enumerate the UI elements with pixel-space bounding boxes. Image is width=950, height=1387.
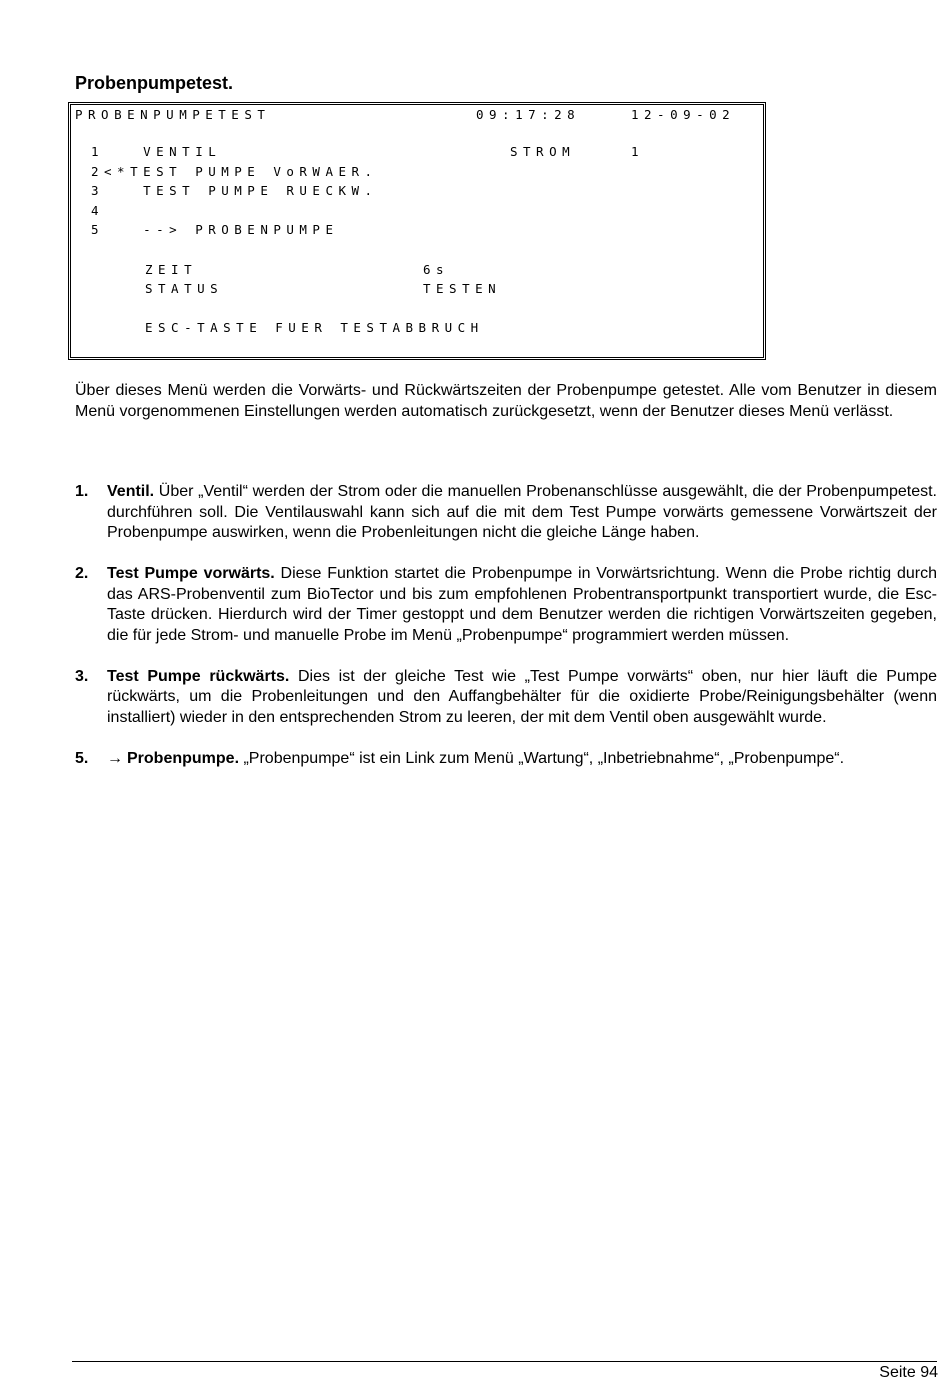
item-title: Probenpumpe. [127,749,240,767]
item-text: Über „Ventil“ werden der Strom oder die manuellen Probenanschlüsse ausgewählt, die der Probenpumpetest. durchführen soll. Die Ventilauswahl kann sich auf die mit dem Test Pumpe vorwärts gemessene Vorwärtszeit der Probenpumpe auswirken, wenn die Probenleitungen nicht die gleiche Länge haben. [107,483,937,541]
display-screen [68,102,766,360]
list-item [75,564,937,646]
section-heading: Probenpumpetest. [75,73,234,93]
list-item [75,482,937,544]
item-number: 2. [75,565,89,582]
list-item [75,667,937,729]
item-number: 5. [75,749,89,767]
item-text: „Probenpumpe“ ist ein Link zum Menü „Wartung“, „Inbetriebnahme“, „Probenpumpe“. [243,749,845,767]
arrow-right-icon: → [107,749,123,767]
menu-row-test-vorwaerts: 2<*TEST PUMPE VoRWAER. [91,164,378,179]
screen-date: 12-09-02 [631,107,736,122]
menu-row-probenpumpe: 5 --> PROBENPUMPE [91,222,339,237]
item-text: Dies ist der gleiche Test wie „Test Pumpe vorwärts“ oben, nur hier läuft die Pumpe rückwärts, um die Probenleitungen und den Auffangbehälter für die oxidierte Probe/Reinigungsbehälter (wenn installiert) wieder in den entsprechenden Strom zu leeren, der mit dem Ventil oben ausgewählt wurde. [107,667,938,726]
item-title: Ventil. [107,483,155,500]
menu-row-test-rueckwaerts: 3 TEST PUMPE RUECKW. [91,183,378,198]
status-value: TESTEN [423,281,502,296]
item-number: 1. [75,483,89,500]
intro-paragraph: Über dieses Menü werden die Vorwärts- und Rückwärtszeiten der Probenpumpe getestet. Alle vom Benutzer in diesem Menü vorgenommenen Einstellungen werden automatisch zurückgesetzt, wenn der Benutzer dieses Menü verlässt. [75,382,937,420]
zeit-value: 6s [423,262,450,277]
item-title: Test Pumpe rückwärts. [107,667,290,685]
list-item [75,749,937,770]
status-label: STATUS [145,281,224,296]
page-number: Seite 94 [879,1364,938,1381]
screen-time: 09:17:28 [476,107,581,122]
esc-instruction: ESC-TASTE FUER TESTABBRUCH [145,320,484,335]
item-text: Diese Funktion startet die Probenpumpe in Vorwärtsrichtung. Wenn die Probe richtig durch das ARS-Probenventil zum BioTector und bis zum empfohlenen Probentransportpunkt transportiert wurde, die Esc-Taste drücken. Hierdurch wird der Timer gestoppt und dem Benutzer werden die richtigen Vorwärtszeiten gegeben, die für jede Strom- und manuelle Probe im Menü „Probenpumpe“ programmiert werden müssen. [107,565,937,644]
menu-row-ventil: 1 VENTIL [91,144,222,159]
screen-title: PROBENPUMPETEST [75,107,271,122]
item-list [75,482,937,790]
item-number: 3. [75,667,89,685]
strom-label: STROM [510,144,576,159]
strom-value: 1 [631,144,645,159]
item-title: Test Pumpe vorwärts. [107,565,275,582]
footer-rule [72,1361,937,1362]
zeit-label: ZEIT [145,262,198,277]
menu-row-4: 4 [91,203,105,218]
